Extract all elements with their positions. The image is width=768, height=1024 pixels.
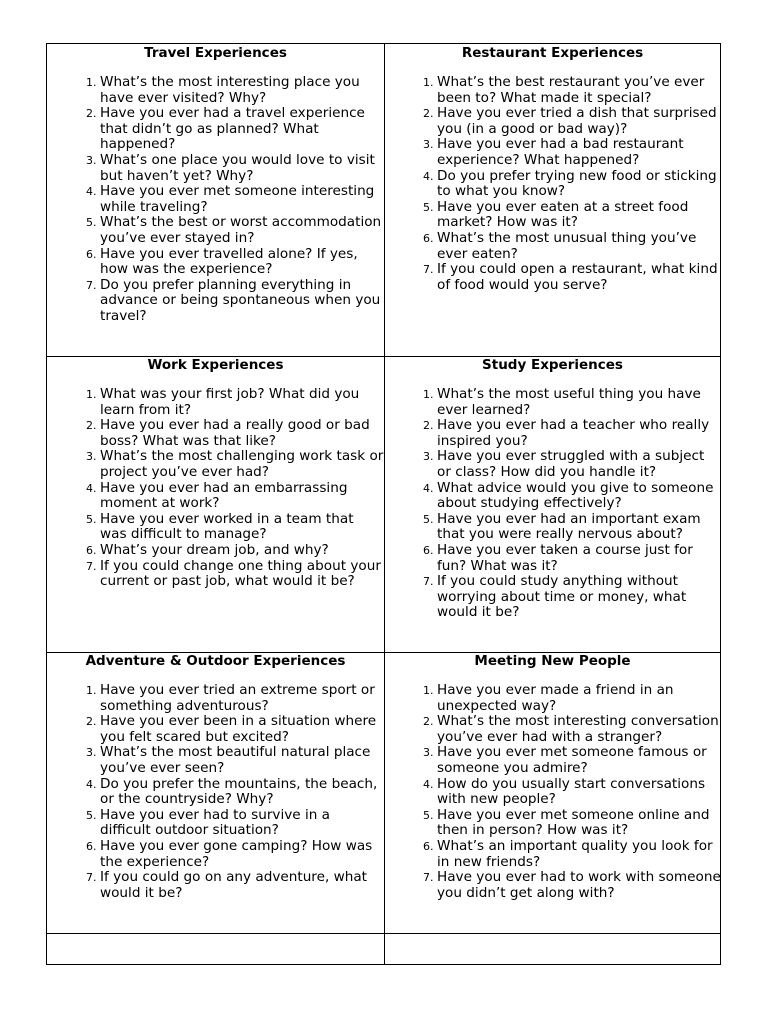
section-title: Work Experiences	[147, 357, 284, 373]
question-list	[47, 75, 384, 325]
question-item: 2. Have you ever had a teacher who really inspired you?	[437, 418, 721, 449]
question-item: 6. What’s your dream job, and why?	[100, 543, 384, 559]
question-list	[47, 387, 384, 590]
section-title: Study Experiences	[482, 357, 623, 373]
question-item: 5. Have you ever had to survive in a difficult outdoor situation?	[100, 808, 384, 839]
question-item: 3. What’s the most challenging work task or project you’ve ever had?	[100, 449, 384, 480]
question-item: 4. Do you prefer trying new food or sticking to what you know?	[437, 169, 721, 200]
question-item: 6. What’s an important quality you look for in new friends?	[437, 839, 721, 870]
question-item: 7. If you could change one thing about your current or past job, what would it be?	[100, 559, 384, 590]
question-item: 6. Have you ever taken a course just for fun? What was it?	[437, 543, 721, 574]
question-item: 3. Have you ever had a bad restaurant experience? What happened?	[437, 137, 721, 168]
section-adventure	[47, 652, 384, 933]
empty-cell-left	[47, 933, 384, 964]
question-item: 3. Have you ever struggled with a subject or class? How did you handle it?	[437, 449, 721, 480]
question-item: 7. If you could open a restaurant, what kind of food would you serve?	[437, 262, 721, 293]
section-work	[47, 356, 384, 652]
question-item: 1. What’s the most interesting place you have ever visited? Why?	[100, 75, 384, 106]
question-item: 2. Have you ever been in a situation where you felt scared but excited?	[100, 714, 384, 745]
question-item: 5. Have you ever worked in a team that was difficult to manage?	[100, 512, 384, 543]
question-item: 5. Have you ever had an important exam that you were really nervous about?	[437, 512, 721, 543]
question-item: 6. What’s the most unusual thing you’ve ever eaten?	[437, 231, 721, 262]
section-title: Adventure & Outdoor Experiences	[85, 653, 346, 669]
section-title: Travel Experiences	[144, 45, 287, 61]
question-item: 4. What advice would you give to someone about studying effectively?	[437, 481, 721, 512]
question-item: 3. What’s the most beautiful natural place you’ve ever seen?	[100, 745, 384, 776]
question-item: 2. Have you ever tried a dish that surprised you (in a good or bad way)?	[437, 106, 721, 137]
question-item: 5. Have you ever met someone online and then in person? How was it?	[437, 808, 721, 839]
question-item: 6. Have you ever gone camping? How was the experience?	[100, 839, 384, 870]
worksheet-table	[46, 43, 721, 965]
question-list	[47, 683, 384, 901]
question-item: 1. What’s the most useful thing you have ever learned?	[437, 387, 721, 418]
question-item: 4. Have you ever met someone interesting while traveling?	[100, 184, 384, 215]
question-item: 1. Have you ever made a friend in an unexpected way?	[437, 683, 721, 714]
question-item: 1. What was your first job? What did you learn from it?	[100, 387, 384, 418]
question-item: 2. Have you ever had a travel experience that didn’t go as planned? What happened?	[100, 106, 384, 153]
question-item: 7. If you could study anything without worrying about time or money, what would it be?	[437, 574, 721, 621]
question-item: 1. What’s the best restaurant you’ve ever been to? What made it special?	[437, 75, 721, 106]
question-item: 3. What’s one place you would love to visit but haven’t yet? Why?	[100, 153, 384, 184]
question-item: 3. Have you ever met someone famous or someone you admire?	[437, 745, 721, 776]
section-meeting-people	[384, 652, 721, 933]
question-list	[384, 683, 721, 901]
question-item: 7. Do you prefer planning everything in advance or being spontaneous when you travel?	[100, 278, 384, 325]
question-item: 6. Have you ever travelled alone? If yes, how was the experience?	[100, 247, 384, 278]
question-item: 1. Have you ever tried an extreme sport or something adventurous?	[100, 683, 384, 714]
empty-cell-right	[384, 933, 721, 964]
question-item: 4. Have you ever had an embarrassing moment at work?	[100, 481, 384, 512]
question-item: 2. What’s the most interesting conversation you’ve ever had with a stranger?	[437, 714, 721, 745]
question-list	[384, 75, 721, 293]
question-item: 2. Have you ever had a really good or bad boss? What was that like?	[100, 418, 384, 449]
section-restaurant	[384, 44, 721, 356]
question-item: 7. If you could go on any adventure, what would it be?	[100, 870, 384, 901]
section-travel	[47, 44, 384, 356]
question-item: 4. How do you usually start conversations with new people?	[437, 777, 721, 808]
section-title: Restaurant Experiences	[461, 45, 644, 61]
question-item: 5. What’s the best or worst accommodation you’ve ever stayed in?	[100, 215, 384, 246]
question-item: 5. Have you ever eaten at a street food market? How was it?	[437, 200, 721, 231]
section-title: Meeting New People	[474, 653, 631, 669]
question-item: 7. Have you ever had to work with someone you didn’t get along with?	[437, 870, 721, 901]
question-item: 4. Do you prefer the mountains, the beach, or the countryside? Why?	[100, 777, 384, 808]
section-study	[384, 356, 721, 652]
question-list	[384, 387, 721, 621]
